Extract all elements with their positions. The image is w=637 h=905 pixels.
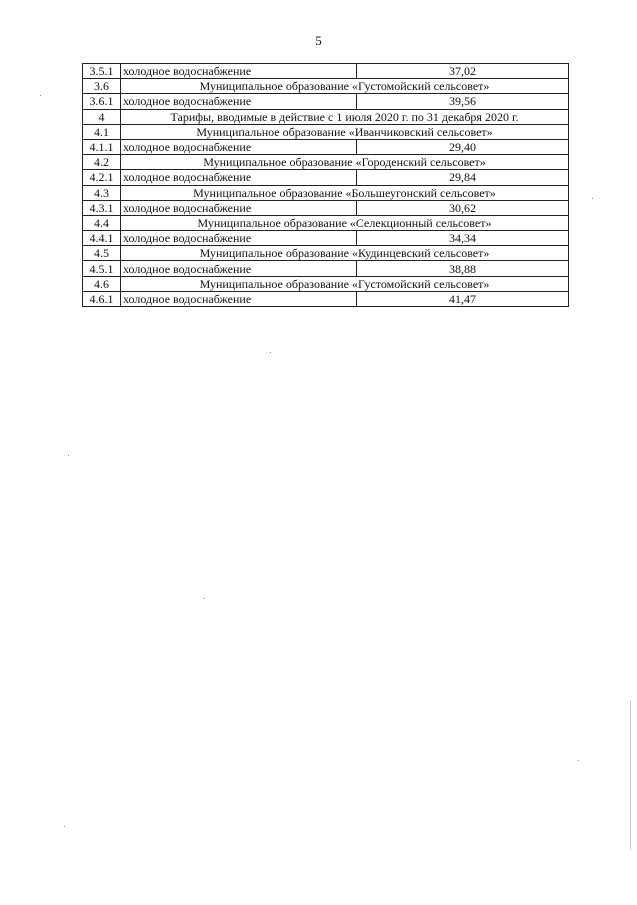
row-number: 4.5 xyxy=(83,246,121,261)
section-row xyxy=(83,109,569,124)
section-row xyxy=(83,124,569,139)
section-title: Тарифы, вводимые в действие с 1 июля 2020 г. по 31 декабря 2020 г. xyxy=(121,109,569,124)
section-row xyxy=(83,246,569,261)
tariff-row xyxy=(83,170,569,185)
row-number: 4.4 xyxy=(83,215,121,230)
tariff-row xyxy=(83,261,569,276)
scan-speck xyxy=(64,826,65,827)
row-number: 4.3.1 xyxy=(83,200,121,215)
scan-speck xyxy=(592,198,593,199)
scan-speck xyxy=(204,598,205,599)
tariff-value: 37,02 xyxy=(357,64,569,79)
section-title: Муниципальное образование «Густомойский сельсовет» xyxy=(121,276,569,291)
section-row xyxy=(83,185,569,200)
tariff-row xyxy=(83,139,569,154)
tariff-row xyxy=(83,64,569,79)
tariff-value: 29,40 xyxy=(357,139,569,154)
tariff-value: 29,84 xyxy=(357,170,569,185)
service-label: холодное водоснабжение xyxy=(121,64,357,79)
row-number: 4 xyxy=(83,109,121,124)
row-number: 4.1.1 xyxy=(83,139,121,154)
row-number: 3.6.1 xyxy=(83,94,121,109)
section-row xyxy=(83,215,569,230)
scan-speck xyxy=(270,352,271,353)
section-row xyxy=(83,155,569,170)
tariff-value: 38,88 xyxy=(357,261,569,276)
scan-edge-line xyxy=(630,700,631,850)
row-number: 3.6 xyxy=(83,79,121,94)
section-title: Муниципальное образование «Селекционный сельсовет» xyxy=(121,215,569,230)
service-label: холодное водоснабжение xyxy=(121,170,357,185)
scan-speck xyxy=(40,95,41,96)
section-row xyxy=(83,276,569,291)
row-number: 4.1 xyxy=(83,124,121,139)
service-label: холодное водоснабжение xyxy=(121,291,357,306)
tariff-row xyxy=(83,94,569,109)
tariff-table xyxy=(82,63,569,307)
section-title: Муниципальное образование «Городенский сельсовет» xyxy=(121,155,569,170)
row-number: 4.2.1 xyxy=(83,170,121,185)
tariff-value: 30,62 xyxy=(357,200,569,215)
service-label: холодное водоснабжение xyxy=(121,261,357,276)
tariff-row xyxy=(83,291,569,306)
tariff-table-body xyxy=(83,64,569,307)
row-number: 4.5.1 xyxy=(83,261,121,276)
page-number: 5 xyxy=(315,33,322,48)
tariff-value: 34,34 xyxy=(357,231,569,246)
scan-speck xyxy=(68,455,69,456)
service-label: холодное водоснабжение xyxy=(121,139,357,154)
scan-speck xyxy=(578,760,579,761)
row-number: 4.2 xyxy=(83,155,121,170)
section-row xyxy=(83,79,569,94)
row-number: 4.6.1 xyxy=(83,291,121,306)
service-label: холодное водоснабжение xyxy=(121,200,357,215)
tariff-value: 39,56 xyxy=(357,94,569,109)
section-title: Муниципальное образование «Большеугонский сельсовет» xyxy=(121,185,569,200)
service-label: холодное водоснабжение xyxy=(121,94,357,109)
row-number: 4.3 xyxy=(83,185,121,200)
tariff-row xyxy=(83,231,569,246)
tariff-value: 41,47 xyxy=(357,291,569,306)
section-title: Муниципальное образование «Кудинцевский сельсовет» xyxy=(121,246,569,261)
row-number: 4.6 xyxy=(83,276,121,291)
service-label: холодное водоснабжение xyxy=(121,231,357,246)
row-number: 4.4.1 xyxy=(83,231,121,246)
section-title: Муниципальное образование «Иванчиковский сельсовет» xyxy=(121,124,569,139)
section-title: Муниципальное образование «Густомойский сельсовет» xyxy=(121,79,569,94)
tariff-row xyxy=(83,200,569,215)
row-number: 3.5.1 xyxy=(83,64,121,79)
